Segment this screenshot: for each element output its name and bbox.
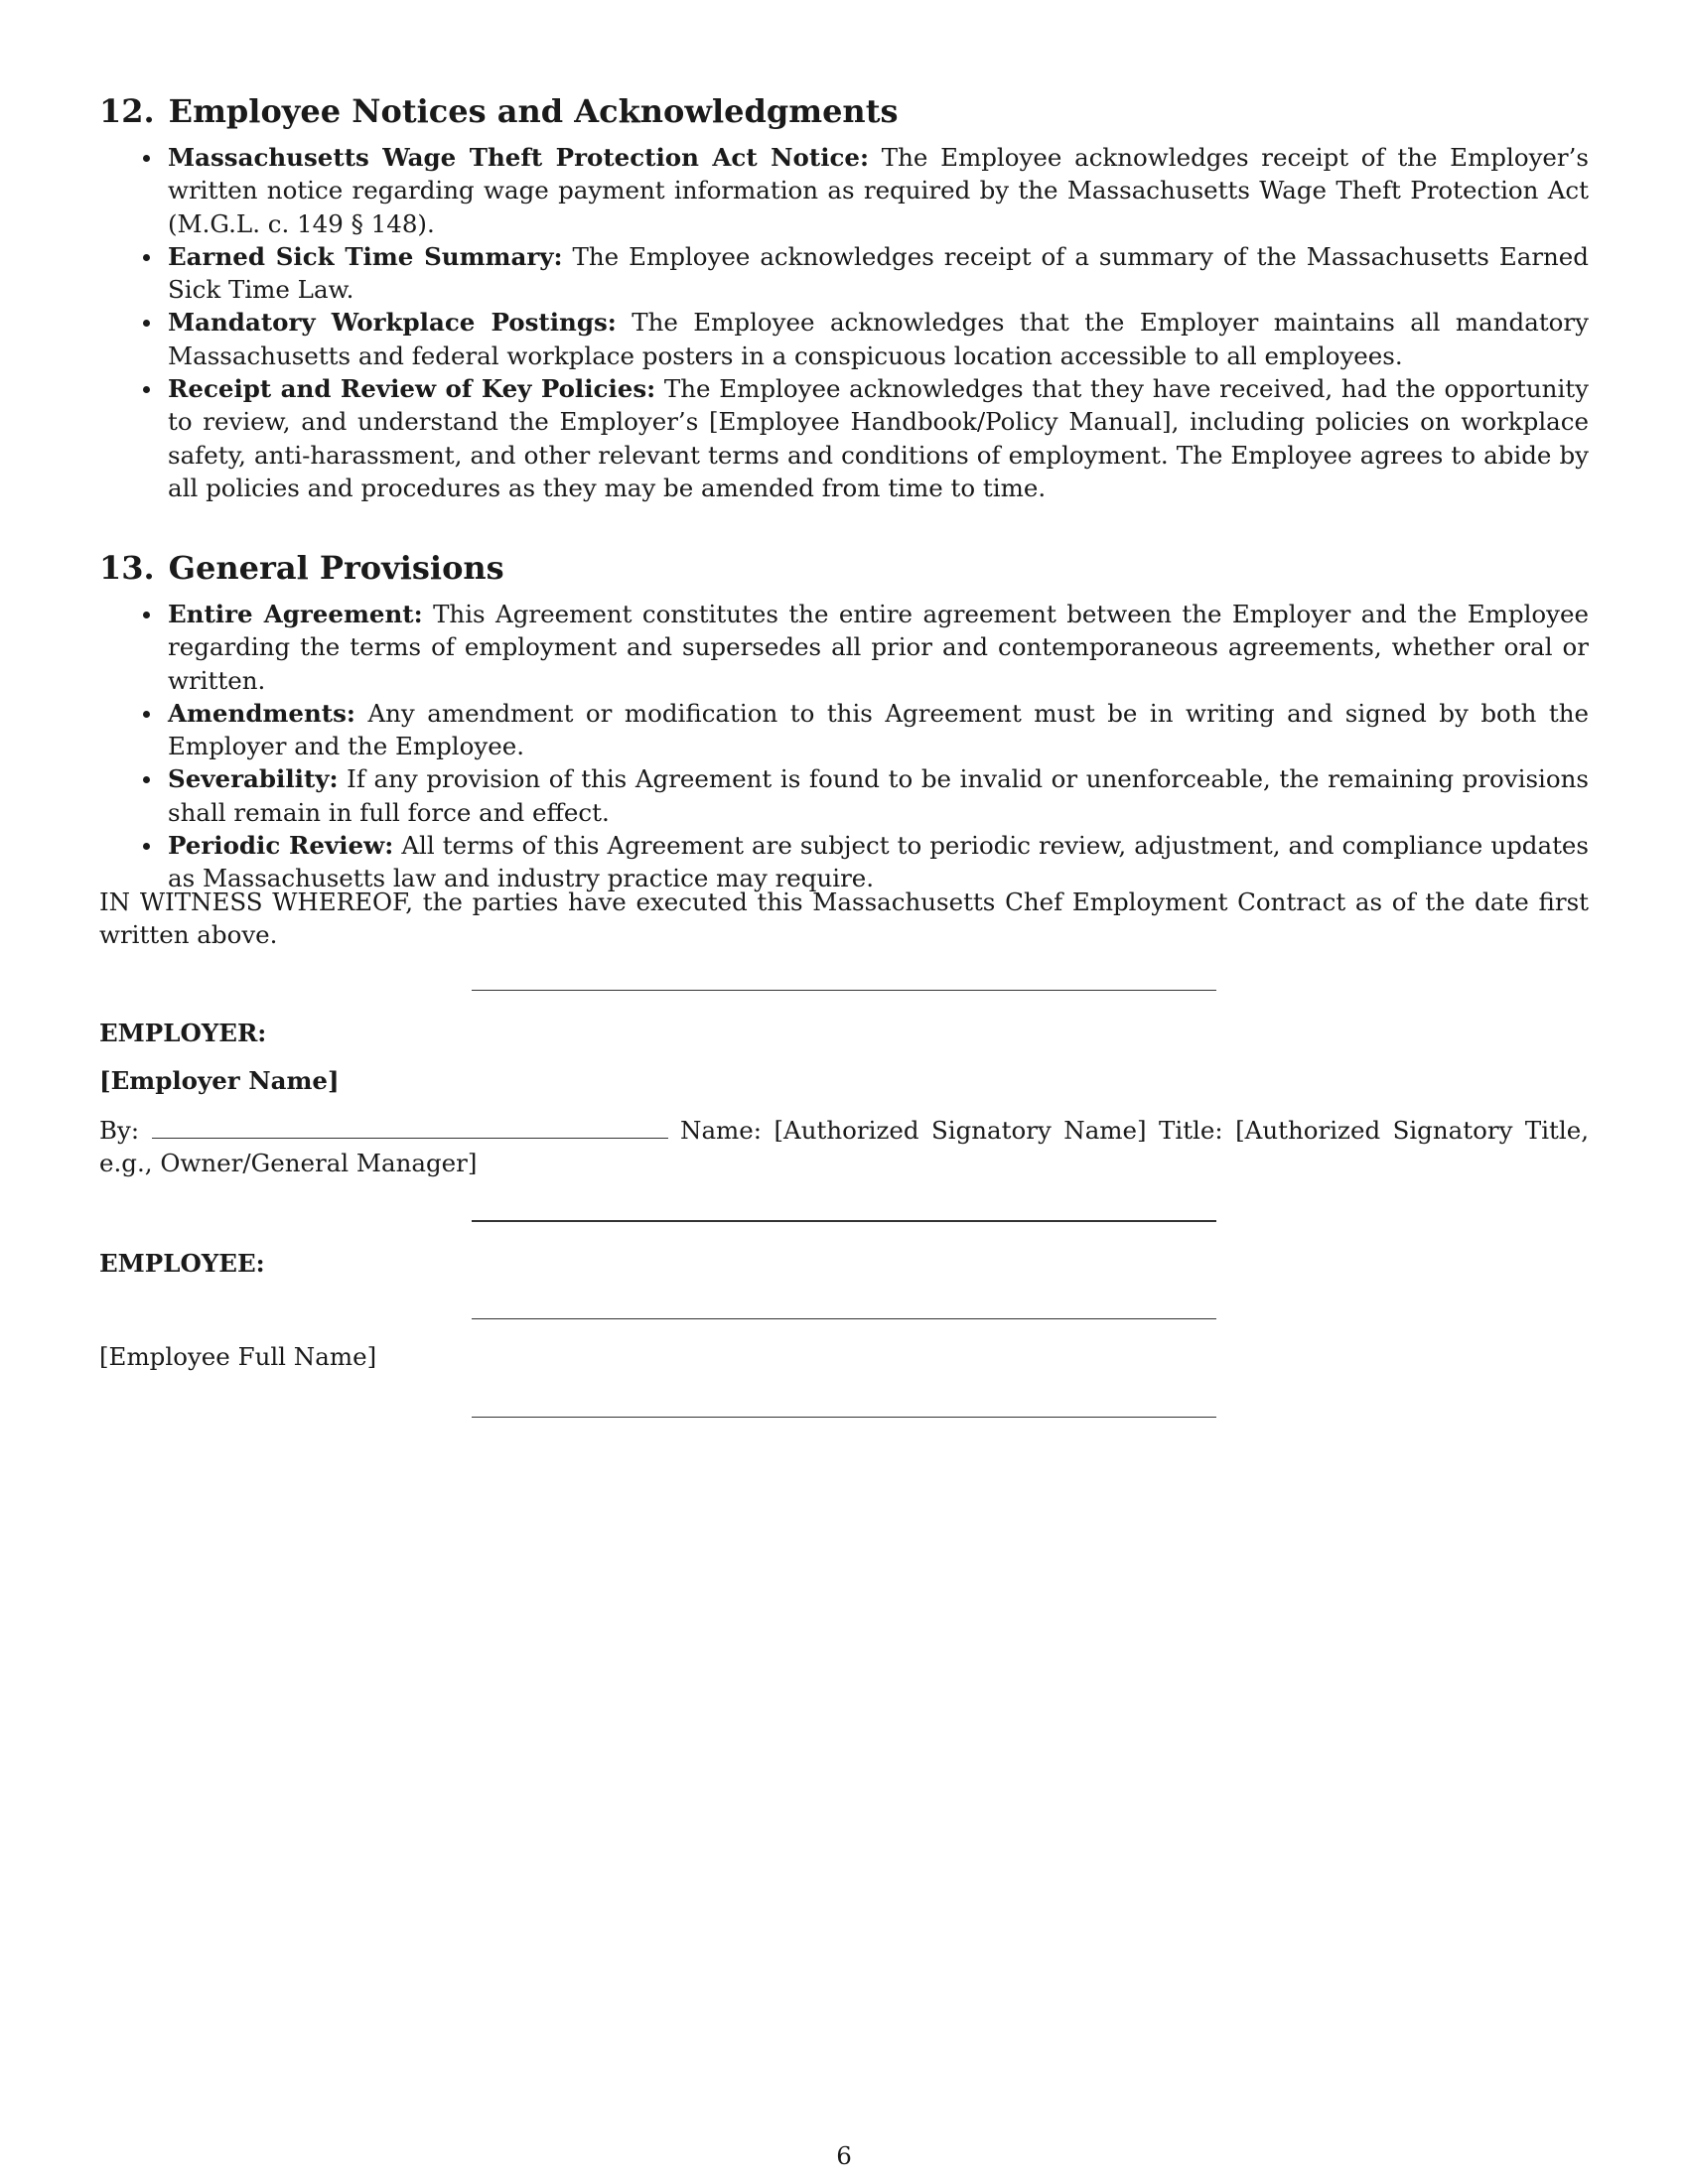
list-item <box>168 306 1589 372</box>
list-item-text: Any amendment or modification to this Agreement must be in writing and signed by both the Employer and the Employee. <box>168 698 1589 761</box>
employer-label: EMPLOYER: <box>99 1019 267 1047</box>
list-item-term: Earned Sick Time Summary: <box>168 241 563 271</box>
section-12-title: Employee Notices and Acknowledgments <box>168 92 899 130</box>
list-item-term: Amendments: <box>168 698 355 728</box>
employer-name: [Employer Name] <box>99 1066 340 1095</box>
list-item <box>168 141 1589 240</box>
list-item-text: The Employee acknowledges receipt of a summary of the Massachusetts Earned Sick Time Law. <box>168 241 1589 305</box>
employee-signature-field[interactable] <box>472 1318 1216 1319</box>
section-12-heading <box>99 91 1589 131</box>
list-item-term: Receipt and Review of Key Policies: <box>168 374 656 404</box>
page-number: 6 <box>836 2141 852 2170</box>
list-item-term: Entire Agreement: <box>168 600 423 628</box>
list-item <box>168 240 1589 307</box>
list-item-term: Severability: <box>168 764 339 794</box>
signature-line <box>472 1220 1216 1222</box>
list-item-text: The Employee acknowledges receipt of the Employer’s written notice regarding wage payment information as required by the Massachusetts Wage Theft Protection Act (M.G.L. c. 149 § 148). <box>168 143 1589 238</box>
list-item-term: Mandatory Workplace Postings: <box>168 308 617 338</box>
employer-signature-field[interactable] <box>152 1116 668 1139</box>
section-13-number: 13. <box>99 549 155 587</box>
witness-paragraph: IN WITNESS WHEREOF, the parties have executed this Massachusetts Chef Employment Contract as of the date first written above. <box>99 887 1589 950</box>
signature-line <box>472 990 1216 991</box>
list-item-text: The Employee acknowledges that they have received, had the opportunity to review, and understand the Employer’s [Employee Handbook/Policy Manual], including policies on workplace safety, anti-harassment, and other relevant terms and conditions of employment. The Employee agrees to abide by all policies and procedures as they may be amended from time to time. <box>168 374 1589 502</box>
signature-line <box>472 1417 1216 1418</box>
employer-signature-block <box>99 1114 1589 1180</box>
list-item <box>168 762 1589 829</box>
list-item-term: Periodic Review: <box>168 831 394 861</box>
list-item <box>168 372 1589 504</box>
section-12-number: 12. <box>99 92 155 130</box>
employee-name: [Employee Full Name] <box>99 1342 377 1371</box>
signatory-details: Name: [Authorized Signatory Name] Title: [Authorized Signatory Title, e.g., Owner/General Manager] <box>99 1116 1589 1178</box>
section-13-list <box>99 598 1589 895</box>
section-12-list <box>99 141 1589 504</box>
list-item-term: Massachusetts Wage Theft Protection Act Notice: <box>168 143 870 172</box>
section-13-heading <box>99 548 1589 588</box>
section-13 <box>99 548 1589 895</box>
employee-label: EMPLOYEE: <box>99 1249 265 1278</box>
by-label: By: <box>99 1116 140 1145</box>
list-item <box>168 598 1589 697</box>
list-item-text: If any provision of this Agreement is found to be invalid or unenforceable, the remaining provisions shall remain in full force and effect. <box>168 764 1589 827</box>
list-item <box>168 697 1589 763</box>
section-12 <box>99 91 1589 504</box>
list-item-text: The Employee acknowledges that the Employer maintains all mandatory Massachusetts and federal workplace posters in a conspicuous location accessible to all employees. <box>168 308 1589 370</box>
list-item-text: All terms of this Agreement are subject to periodic review, adjustment, and compliance updates as Massachusetts law and industry practice may require. <box>168 831 1589 893</box>
list-item-text: This Agreement constitutes the entire agreement between the Employer and the Employee regarding the terms of employment and supersedes all prior and contemporaneous agreements, whether oral or written. <box>168 600 1590 695</box>
section-13-title: General Provisions <box>168 549 504 587</box>
